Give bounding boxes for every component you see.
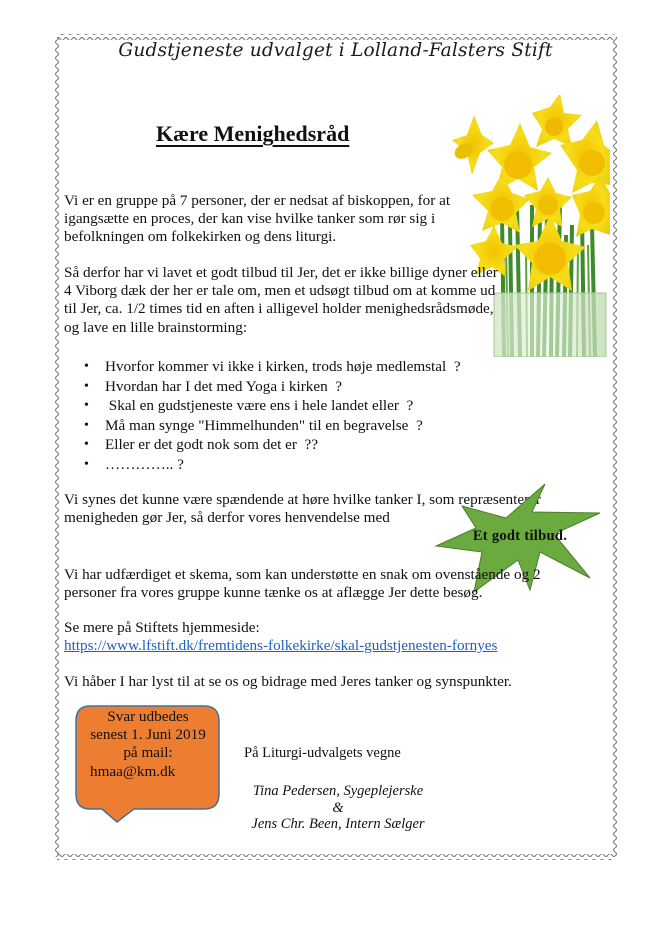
text-line: Vi har udfærdiget et skema, som kan understøtte en snak om ovenstående og 2 (64, 566, 541, 583)
list-item-text: ………….. ? (105, 455, 184, 473)
signatory-1: Tina Pedersen, Sygeplejerske (252, 783, 424, 799)
list-item (84, 416, 461, 436)
bullet-icon: • (84, 456, 89, 472)
text-line: 4 Viborg dæk der her er tale om, men et udsøgt tilbud om at komme ud (64, 282, 496, 300)
website-section (64, 619, 497, 655)
closing-text: Vi håber I har lyst til at se os og bidrage med Jeres tanker og synspunkter. (64, 673, 512, 690)
list-item-text: Må man synge "Himmelhunden" til en begravelse ? (105, 416, 423, 434)
text-line: befolkningen om folkekirken og dens liturgi. (64, 228, 337, 246)
text-line: igangsætte en proces, der kan vise hvilke tanker som rør sig i (64, 210, 436, 228)
list-item-text: Skal en gudstjeneste være ens i hele landet eller ? (105, 397, 414, 414)
greeting-heading: Kære Menighedsråd (156, 121, 350, 146)
starburst-label: Et godt tilbud. (472, 528, 568, 544)
list-item (84, 455, 461, 475)
list-item-text: Hvordan har I det med Yoga i kirken ? (105, 377, 343, 395)
bullet-icon: • (84, 378, 89, 394)
bullet-icon: • (84, 359, 89, 374)
question-list (84, 357, 461, 474)
text-line: personer fra vores gruppe kunne tænke os at aflægge Jer dette besøg. (64, 584, 483, 602)
callout-line: senest 1. Juni 2019 (90, 726, 206, 744)
callout-line: på mail: (123, 744, 173, 762)
list-item (84, 377, 461, 397)
signature-block (230, 782, 446, 834)
see-more-label: Se mere på Stiftets hjemmeside: (64, 619, 260, 636)
paragraph-schema (64, 566, 541, 602)
ampersand: & (332, 800, 344, 816)
bullet-icon: • (84, 398, 89, 413)
text-line: Vi er en gruppe på 7 personer, der er nedsat af biskoppen, for at (64, 192, 451, 209)
list-item (84, 396, 461, 416)
callout-line: Svar udbedes (107, 708, 189, 725)
text-line: Vi synes det kunne være spændende at høre hvilke tanker I, som repræsenterer (64, 491, 541, 508)
text-line: menigheden gør Jer, så derfor vores henvendelse med (64, 509, 390, 527)
website-link[interactable]: https://www.lfstift.dk/fremtidens-folkekirke/skal-gudstjenesten-fornyes (64, 637, 498, 655)
reply-email[interactable]: hmaa@km.dk (90, 762, 176, 780)
reply-callout-text (78, 708, 218, 781)
paragraph-intro (64, 192, 450, 247)
paragraph-offer (64, 264, 498, 337)
on-behalf-text: På Liturgi-udvalgets vegne (244, 745, 401, 761)
text-line: og lave en lille brainstorming: (64, 318, 248, 336)
header-title: Gudstjeneste udvalget i Lolland-Falsters Stift (118, 40, 553, 61)
bullet-icon: • (84, 417, 89, 433)
list-item (84, 357, 461, 377)
text-line: Så derfor har vi lavet et godt tilbud til Jer, det er ikke billige dyner eller (64, 264, 498, 281)
list-item (84, 435, 461, 455)
bullet-icon: • (84, 437, 89, 452)
text-line: til Jer, ca. 1/2 times tid en aften i alligevel holder menighedsrådsmøde, (64, 300, 494, 318)
list-item-text: Eller er det godt nok som det er ?? (105, 436, 318, 453)
list-item-text: Hvorfor kommer vi ikke i kirken, trods høje medlemstal ? (105, 358, 461, 375)
signatory-2: Jens Chr. Been, Intern Sælger (251, 816, 425, 832)
